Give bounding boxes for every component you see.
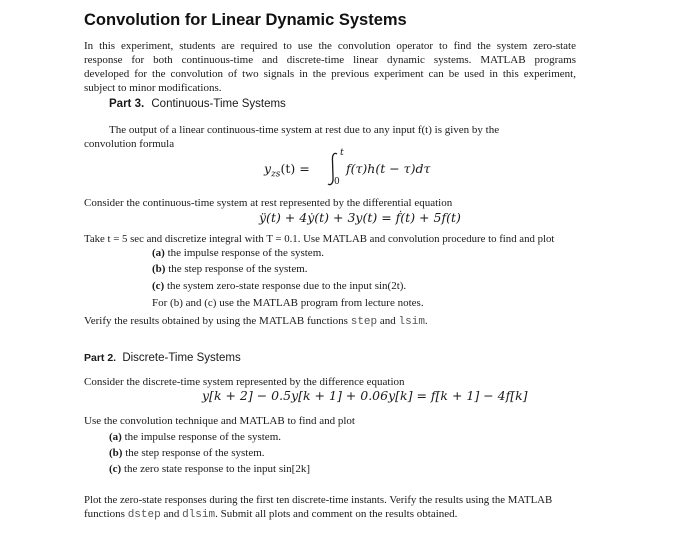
matlab-function-dlsim: dlsim [182, 509, 216, 521]
matlab-function-step: step [350, 316, 378, 328]
part3-heading [109, 98, 286, 110]
part2-plot-line1: Plot the zero-state responses during the first ten discrete-time instants. Verify the results using the MATLAB [84, 494, 553, 506]
part3-item-c: (c) the system zero-state response due to the input sin(2t). [152, 280, 407, 292]
part2-consider-line: Consider the discrete-time system represented by the difference equation [84, 376, 405, 388]
part3-output-line2: convolution formula [84, 138, 175, 150]
matlab-function-lsim: lsim [398, 316, 425, 328]
integral-lower-limit: 0 [334, 177, 340, 187]
part3-name: Continuous-Time Systems [151, 98, 286, 110]
intro-line: In this experiment, students are required to use the convolution operator to find the system zero-state [84, 40, 576, 52]
part2-use-line: Use the convolution technique and MATLAB to find and plot [84, 415, 355, 427]
part2-label: Part 2. [84, 352, 117, 364]
part3-take-line: Take t = 5 sec and discretize integral with T = 0.1. Use MATLAB and convolution procedure to find and plot [84, 233, 555, 245]
difference-equation: y[k + 2] − 0.5y[k + 1] + 0.06y[k] = f[k + 1] − 4f[k] [202, 388, 528, 403]
integral-upper-limit: t [340, 147, 344, 158]
part3-item-b: (b) the step response of the system. [152, 263, 308, 275]
formula-lhs: $y_{zs}(t)$ = [264, 161, 310, 180]
intro-line: subject to minor modifications. [84, 82, 222, 94]
page-title: Convolution for Linear Dynamic Systems [84, 11, 407, 29]
differential-equation: ÿ(t) + 4ẏ(t) + 3y(t) = ḟ(t) + 5f(t) [259, 210, 461, 225]
part3-note: For (b) and (c) use the MATLAB program from lecture notes. [152, 297, 424, 309]
part2-plot-line2: functions dstep and dlsim. Submit all plots and comment on the results obtained. [84, 508, 458, 521]
part2-heading [84, 352, 241, 364]
part2-item-c: (c) the zero state response to the input sin[2k] [109, 463, 311, 475]
part3-output-line1: The output of a linear continuous-time system at rest due to any input f(t) is given by the [109, 124, 500, 136]
intro-line: developed for the convolution of two signals in the previous experiment can be used in this experiment, [84, 68, 576, 80]
part3-verify-line: Verify the results obtained by using the MATLAB functions step and lsim. [84, 315, 428, 328]
part2-item-a: (a) the impulse response of the system. [109, 431, 281, 443]
intro-line: response for both continuous-time and discrete-time linear dynamic systems. MATLAB programs [84, 54, 576, 66]
matlab-function-dstep: dstep [127, 509, 161, 521]
formula-integrand: f(τ)h(t − τ)dτ [346, 161, 431, 176]
intro-paragraph [84, 39, 576, 95]
part3-item-a: (a) the impulse response of the system. [152, 247, 324, 259]
part3-label: Part 3. [109, 98, 145, 110]
convolution-formula [264, 149, 444, 189]
part3-consider-line: Consider the continuous-time system at rest represented by the differential equation [84, 197, 453, 209]
part2-name: Discrete-Time Systems [122, 352, 241, 364]
part2-item-b: (b) the step response of the system. [109, 447, 265, 459]
